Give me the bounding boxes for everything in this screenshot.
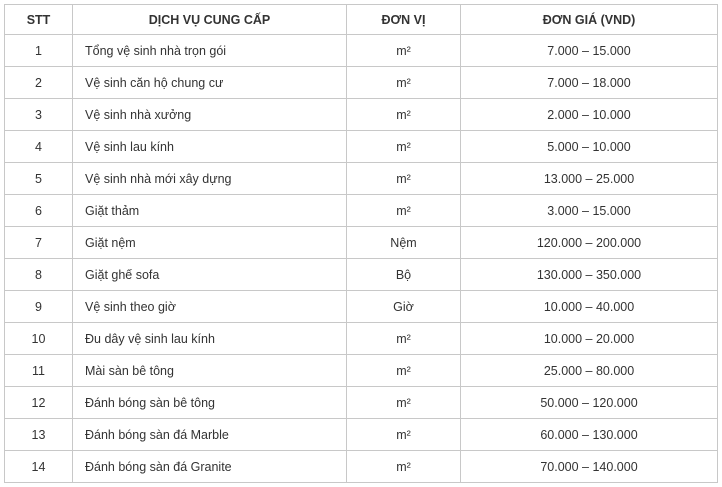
table-row xyxy=(5,387,718,419)
cell-price: 7.000 – 18.000 xyxy=(461,67,718,99)
cell-price: 13.000 – 25.000 xyxy=(461,163,718,195)
cell-stt: 13 xyxy=(5,419,73,451)
table-row xyxy=(5,451,718,483)
cell-unit: Nệm xyxy=(347,227,461,259)
cell-unit: m² xyxy=(347,163,461,195)
cell-stt: 1 xyxy=(5,35,73,67)
cell-service: Vệ sinh theo giờ xyxy=(73,291,347,323)
table-body xyxy=(5,35,718,483)
cell-stt: 10 xyxy=(5,323,73,355)
cell-price: 120.000 – 200.000 xyxy=(461,227,718,259)
cell-unit: m² xyxy=(347,355,461,387)
cell-stt: 12 xyxy=(5,387,73,419)
cell-unit: m² xyxy=(347,387,461,419)
cell-stt: 11 xyxy=(5,355,73,387)
cell-stt: 8 xyxy=(5,259,73,291)
cell-price: 10.000 – 40.000 xyxy=(461,291,718,323)
header-stt: STT xyxy=(5,5,73,35)
table-row xyxy=(5,195,718,227)
cell-price: 130.000 – 350.000 xyxy=(461,259,718,291)
table-row xyxy=(5,67,718,99)
cell-price: 3.000 – 15.000 xyxy=(461,195,718,227)
cell-service: Đánh bóng sàn bê tông xyxy=(73,387,347,419)
cell-price: 2.000 – 10.000 xyxy=(461,99,718,131)
cell-stt: 14 xyxy=(5,451,73,483)
cell-unit: m² xyxy=(347,131,461,163)
cell-service: Giặt ghế sofa xyxy=(73,259,347,291)
table-row xyxy=(5,355,718,387)
cell-service: Đánh bóng sàn đá Marble xyxy=(73,419,347,451)
header-service: DỊCH VỤ CUNG CẤP xyxy=(73,5,347,35)
cell-service: Vệ sinh nhà mới xây dựng xyxy=(73,163,347,195)
table-header-row xyxy=(5,5,718,35)
header-price: ĐƠN GIÁ (VND) xyxy=(461,5,718,35)
cell-unit: m² xyxy=(347,35,461,67)
table-row xyxy=(5,163,718,195)
cell-unit: m² xyxy=(347,67,461,99)
cell-service: Đu dây vệ sinh lau kính xyxy=(73,323,347,355)
cell-service: Đánh bóng sàn đá Granite xyxy=(73,451,347,483)
cell-service: Giặt thảm xyxy=(73,195,347,227)
price-table-container xyxy=(4,4,718,483)
cell-price: 5.000 – 10.000 xyxy=(461,131,718,163)
table-row xyxy=(5,323,718,355)
table-row xyxy=(5,131,718,163)
cell-service: Vệ sinh căn hộ chung cư xyxy=(73,67,347,99)
table-row xyxy=(5,35,718,67)
cell-service: Giặt nệm xyxy=(73,227,347,259)
cell-price: 10.000 – 20.000 xyxy=(461,323,718,355)
cell-stt: 4 xyxy=(5,131,73,163)
table-row xyxy=(5,291,718,323)
cell-price: 60.000 – 130.000 xyxy=(461,419,718,451)
cell-price: 50.000 – 120.000 xyxy=(461,387,718,419)
cell-price: 25.000 – 80.000 xyxy=(461,355,718,387)
cell-stt: 9 xyxy=(5,291,73,323)
cell-unit: Giờ xyxy=(347,291,461,323)
cell-stt: 2 xyxy=(5,67,73,99)
cell-unit: m² xyxy=(347,419,461,451)
cell-unit: m² xyxy=(347,451,461,483)
table-row xyxy=(5,259,718,291)
cell-service: Mài sàn bê tông xyxy=(73,355,347,387)
cell-unit: m² xyxy=(347,323,461,355)
cell-price: 70.000 – 140.000 xyxy=(461,451,718,483)
table-row xyxy=(5,419,718,451)
header-unit: ĐƠN VỊ xyxy=(347,5,461,35)
table-row xyxy=(5,99,718,131)
cell-stt: 6 xyxy=(5,195,73,227)
cell-unit: m² xyxy=(347,195,461,227)
cell-service: Tổng vệ sinh nhà trọn gói xyxy=(73,35,347,67)
cell-unit: Bộ xyxy=(347,259,461,291)
cell-stt: 3 xyxy=(5,99,73,131)
cell-service: Vệ sinh lau kính xyxy=(73,131,347,163)
cell-price: 7.000 – 15.000 xyxy=(461,35,718,67)
table-row xyxy=(5,227,718,259)
cell-stt: 7 xyxy=(5,227,73,259)
cell-service: Vệ sinh nhà xưởng xyxy=(73,99,347,131)
cell-stt: 5 xyxy=(5,163,73,195)
service-price-table xyxy=(4,4,718,483)
cell-unit: m² xyxy=(347,99,461,131)
